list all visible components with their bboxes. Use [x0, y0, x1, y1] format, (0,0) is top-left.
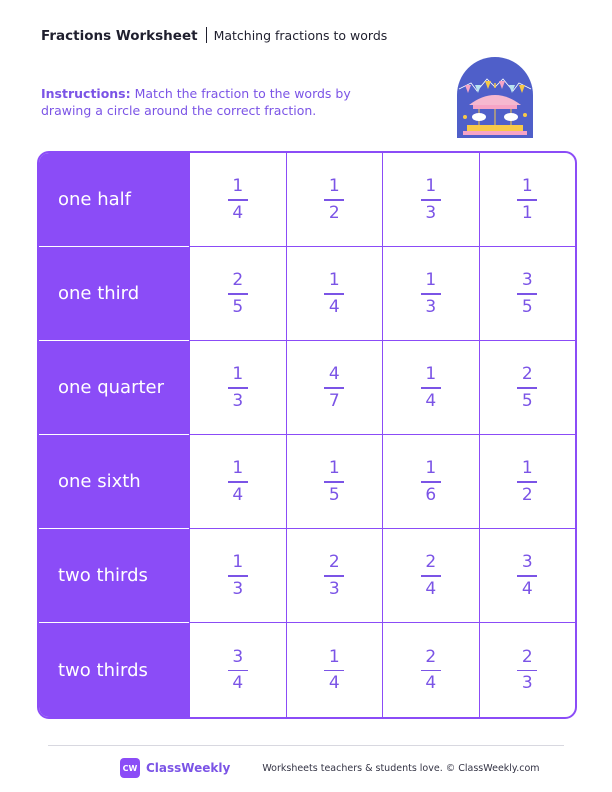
- numerator: 3: [521, 270, 533, 291]
- numerator: 1: [328, 646, 340, 667]
- numerator: 3: [232, 646, 244, 667]
- instructions: [41, 85, 371, 119]
- fraction-bar: [421, 293, 441, 295]
- fraction-bar: [228, 575, 248, 577]
- numerator: 2: [521, 646, 533, 667]
- row-label: one third: [39, 247, 189, 341]
- fraction-option[interactable]: [189, 623, 286, 717]
- numerator: 2: [328, 552, 340, 573]
- fraction-option[interactable]: [189, 435, 286, 529]
- fraction-bar: [324, 575, 344, 577]
- numerator: 1: [521, 458, 533, 479]
- fraction: [324, 270, 344, 317]
- fraction: [421, 458, 441, 505]
- denominator: 3: [425, 202, 437, 223]
- fraction-option[interactable]: [479, 341, 576, 435]
- fraction-option[interactable]: [479, 623, 576, 717]
- fraction-option[interactable]: [286, 153, 383, 247]
- fraction-bar: [324, 670, 344, 672]
- brand-name: ClassWeekly: [146, 761, 231, 775]
- fraction: [517, 270, 537, 317]
- fraction-option[interactable]: [189, 247, 286, 341]
- denominator: 5: [521, 390, 533, 411]
- fraction-option[interactable]: [479, 153, 576, 247]
- fraction-bar: [421, 670, 441, 672]
- fraction-bar: [228, 481, 248, 483]
- numerator: 1: [328, 270, 340, 291]
- numerator: 1: [521, 176, 533, 197]
- fraction: [421, 364, 441, 411]
- denominator: 4: [232, 673, 244, 694]
- fraction: [517, 176, 537, 223]
- fraction: [324, 647, 344, 694]
- fraction-option[interactable]: [286, 341, 383, 435]
- footer-divider: [48, 745, 564, 746]
- fraction: [421, 552, 441, 599]
- fraction: [324, 552, 344, 599]
- fraction: [228, 176, 248, 223]
- fraction-bar: [421, 481, 441, 483]
- fraction: [517, 552, 537, 599]
- fraction-bar: [517, 481, 537, 483]
- denominator: 4: [425, 390, 437, 411]
- row-label: two thirds: [39, 623, 189, 717]
- fraction-option[interactable]: [189, 529, 286, 623]
- numerator: 1: [425, 176, 437, 197]
- fraction-option[interactable]: [382, 153, 479, 247]
- page-title: Fractions Worksheet: [41, 28, 198, 44]
- footer-tagline: Worksheets teachers & students love. © ClassWeekly.com: [262, 762, 540, 774]
- fraction-bar: [517, 387, 537, 389]
- denominator: 4: [232, 202, 244, 223]
- row-label: two thirds: [39, 529, 189, 623]
- fraction-option[interactable]: [479, 435, 576, 529]
- fraction: [517, 458, 537, 505]
- carousel-icon: [455, 55, 535, 140]
- fraction-bar: [421, 199, 441, 201]
- denominator: 3: [328, 578, 340, 599]
- classweekly-logo: CW: [120, 758, 140, 778]
- fraction-bar: [421, 575, 441, 577]
- numerator: 1: [425, 270, 437, 291]
- denominator: 6: [425, 484, 437, 505]
- fraction-bar: [324, 199, 344, 201]
- page-subtitle: Matching fractions to words: [213, 28, 388, 43]
- fraction: [228, 647, 248, 694]
- row-label: one half: [39, 153, 189, 247]
- denominator: 5: [328, 484, 340, 505]
- title-divider: [206, 27, 207, 43]
- denominator: 4: [328, 673, 340, 694]
- instructions-lead: Instructions:: [41, 86, 131, 101]
- denominator: 3: [521, 673, 533, 694]
- fraction: [324, 458, 344, 505]
- fraction-option[interactable]: [189, 341, 286, 435]
- numerator: 1: [425, 458, 437, 479]
- fraction: [228, 552, 248, 599]
- denominator: 3: [232, 578, 244, 599]
- fraction: [421, 647, 441, 694]
- row-label: one sixth: [39, 435, 189, 529]
- fraction: [421, 176, 441, 223]
- fraction-option[interactable]: [382, 435, 479, 529]
- numerator: 2: [425, 552, 437, 573]
- numerator: 1: [232, 176, 244, 197]
- fraction-bar: [228, 293, 248, 295]
- fraction: [228, 458, 248, 505]
- fraction-bar: [517, 293, 537, 295]
- denominator: 3: [232, 390, 244, 411]
- denominator: 4: [521, 578, 533, 599]
- numerator: 1: [328, 176, 340, 197]
- numerator: 4: [328, 364, 340, 385]
- denominator: 7: [328, 390, 340, 411]
- numerator: 1: [232, 458, 244, 479]
- denominator: 5: [232, 296, 244, 317]
- fraction-bar: [421, 387, 441, 389]
- fraction-bar: [324, 481, 344, 483]
- matching-grid: [37, 151, 577, 719]
- worksheet-header: [41, 27, 387, 44]
- fraction-option[interactable]: [382, 623, 479, 717]
- numerator: 2: [521, 364, 533, 385]
- fraction: [421, 270, 441, 317]
- footer: [120, 758, 540, 778]
- numerator: 2: [232, 270, 244, 291]
- numerator: 3: [521, 552, 533, 573]
- denominator: 4: [232, 484, 244, 505]
- fraction-option[interactable]: [286, 247, 383, 341]
- fraction: [324, 364, 344, 411]
- denominator: 3: [425, 296, 437, 317]
- fraction: [324, 176, 344, 223]
- numerator: 2: [425, 646, 437, 667]
- fraction-option[interactable]: [382, 247, 479, 341]
- fraction-option[interactable]: [479, 247, 576, 341]
- fraction-option[interactable]: [189, 153, 286, 247]
- numerator: 1: [232, 364, 244, 385]
- fraction-option[interactable]: [286, 623, 383, 717]
- instructions-text: Match the fraction to the words by drawing a circle around the correct fraction.: [41, 86, 351, 118]
- fraction-option[interactable]: [382, 341, 479, 435]
- denominator: 2: [328, 202, 340, 223]
- fraction-option[interactable]: [382, 529, 479, 623]
- fraction-bar: [517, 670, 537, 672]
- fraction-bar: [517, 575, 537, 577]
- denominator: 4: [425, 673, 437, 694]
- fraction-bar: [228, 199, 248, 201]
- numerator: 1: [232, 552, 244, 573]
- fraction-option[interactable]: [286, 529, 383, 623]
- denominator: 4: [425, 578, 437, 599]
- row-label: one quarter: [39, 341, 189, 435]
- fraction: [517, 647, 537, 694]
- fraction-bar: [228, 387, 248, 389]
- fraction: [228, 270, 248, 317]
- numerator: 1: [328, 458, 340, 479]
- fraction-bar: [517, 199, 537, 201]
- denominator: 4: [328, 296, 340, 317]
- fraction-bar: [324, 293, 344, 295]
- fraction-bar: [228, 670, 248, 672]
- numerator: 1: [425, 364, 437, 385]
- denominator: 1: [521, 202, 533, 223]
- fraction: [517, 364, 537, 411]
- fraction-option[interactable]: [286, 435, 383, 529]
- fraction-option[interactable]: [479, 529, 576, 623]
- denominator: 5: [521, 296, 533, 317]
- fraction-bar: [324, 387, 344, 389]
- denominator: 2: [521, 484, 533, 505]
- fraction: [228, 364, 248, 411]
